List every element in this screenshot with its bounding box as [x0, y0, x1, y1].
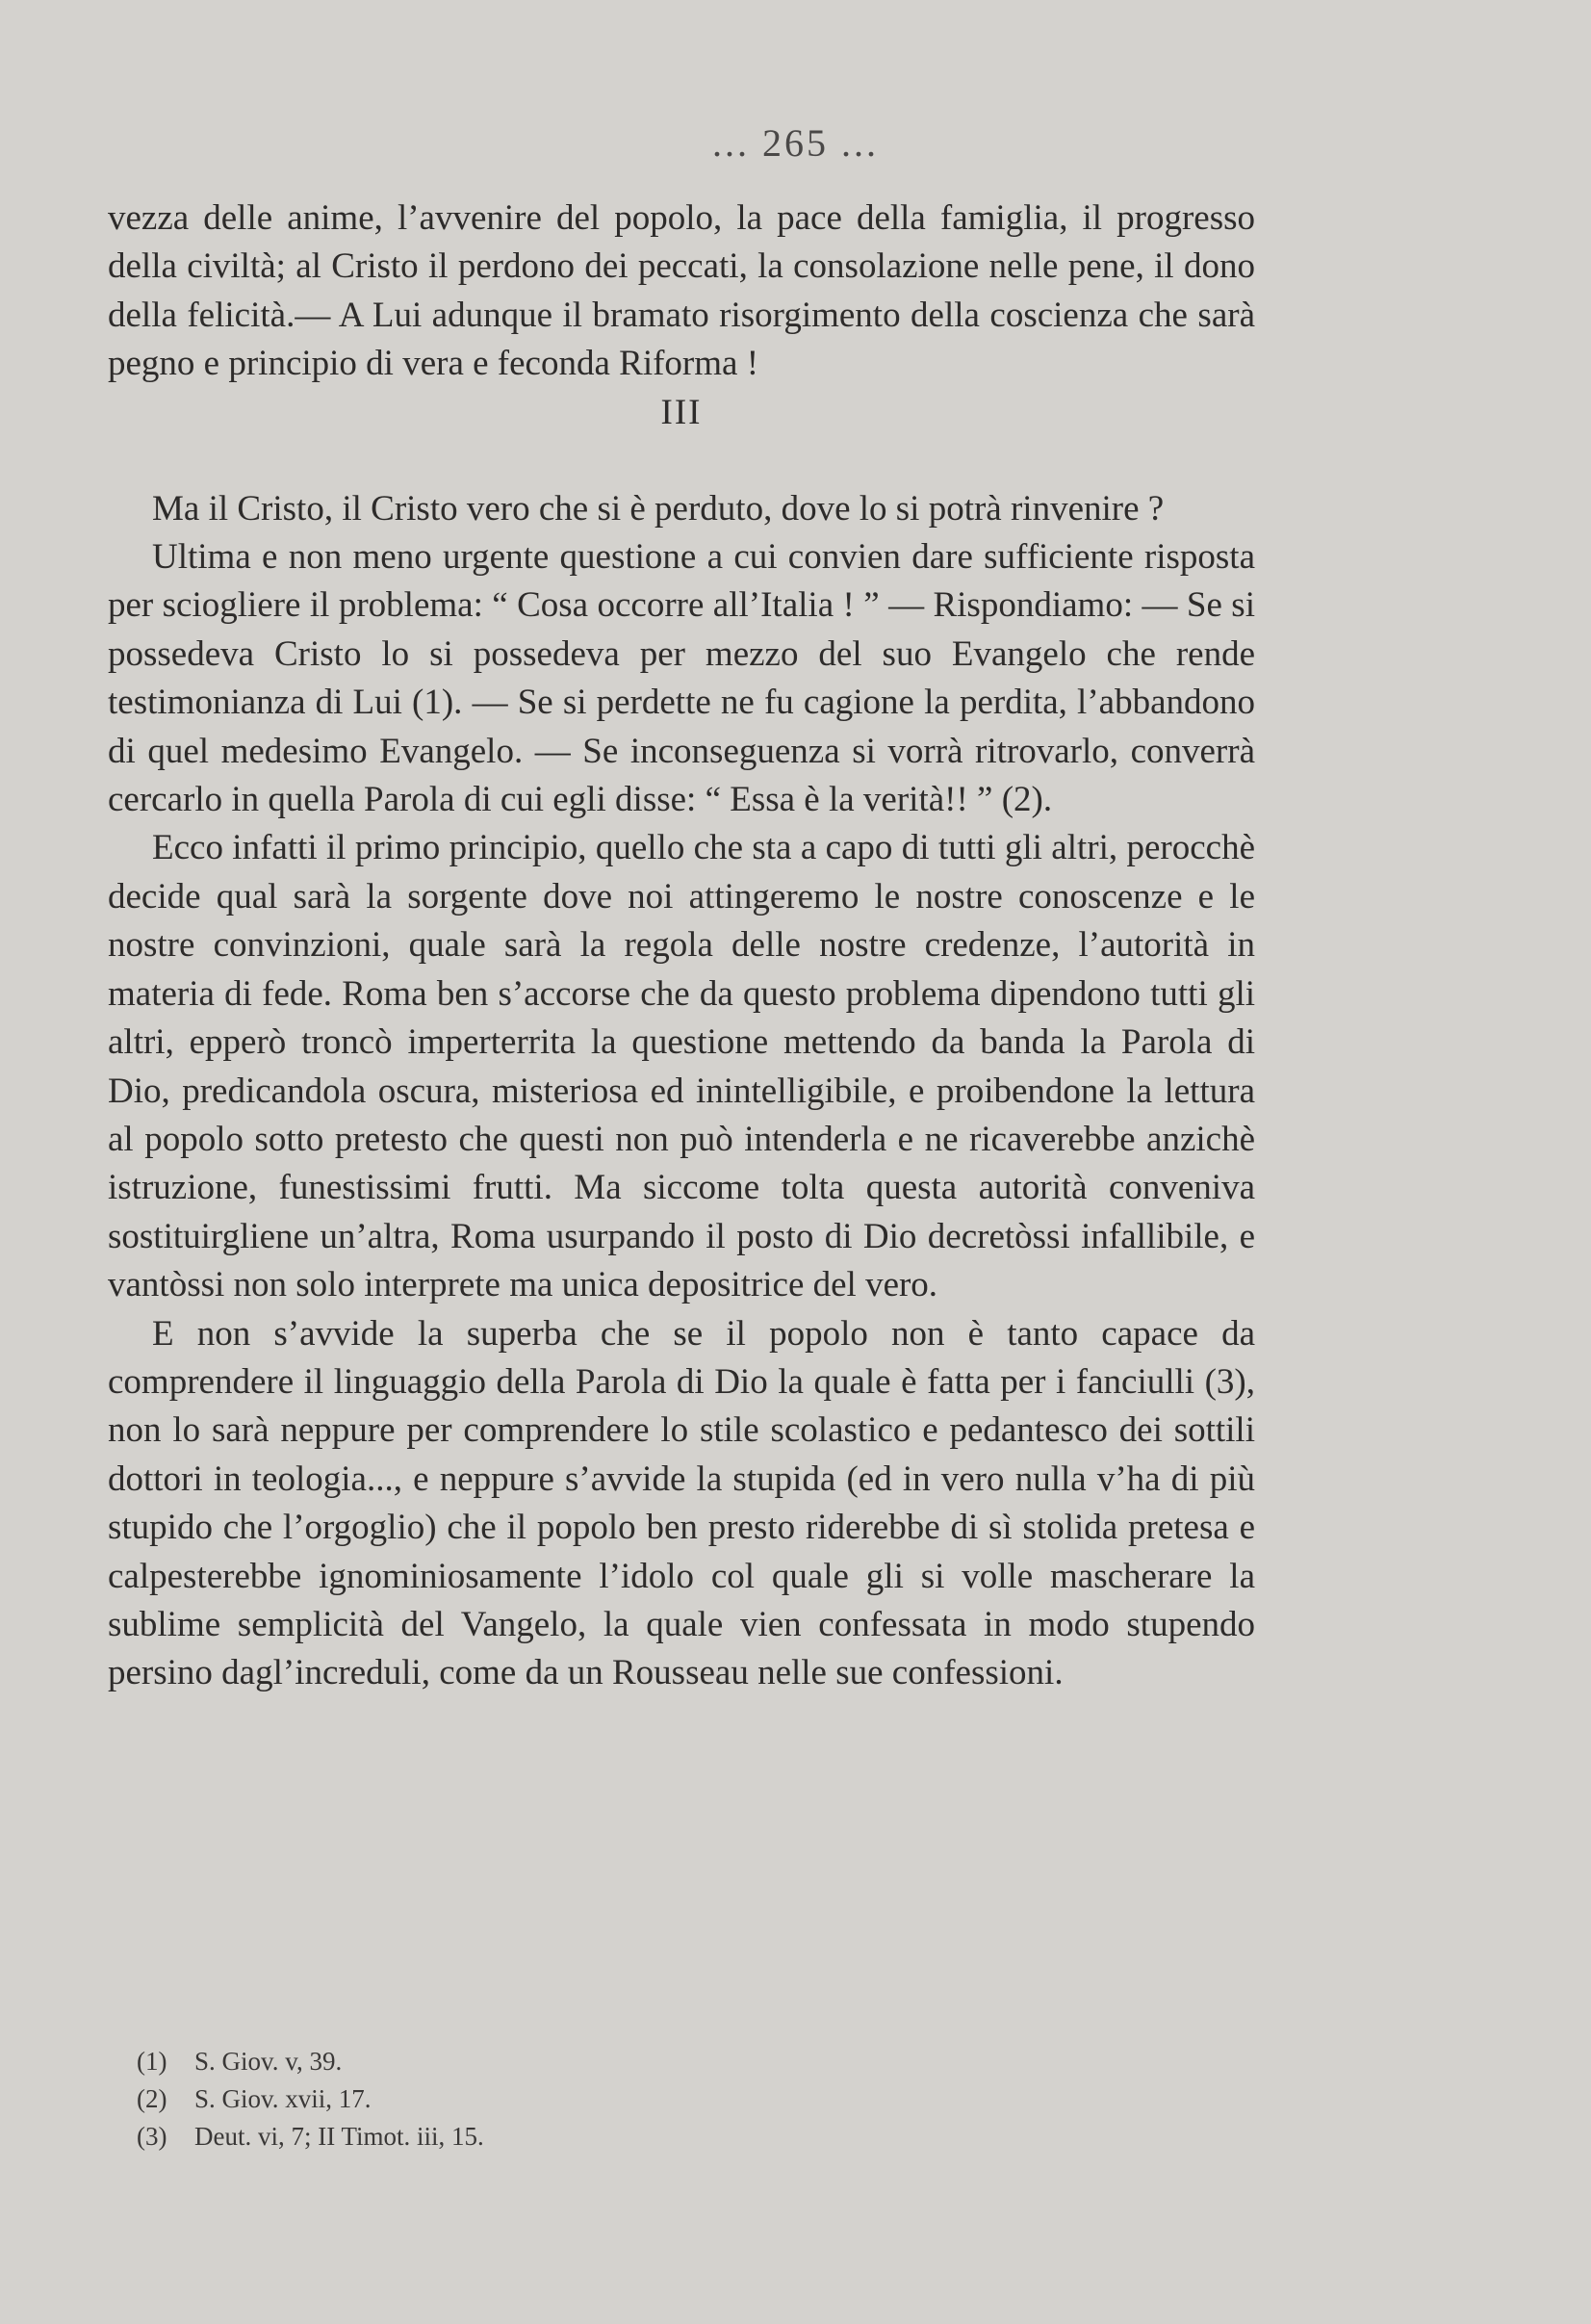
paragraph: Ultima e non meno urgente questione a cui convien dare sufficiente risposta per sciogliere il problema: “ Cosa occorre all’Italia ! ” — Rispondiamo: — Se si possedeva Cristo lo si possedeva per mezzo del suo Evangelo che rende testimonianza di Lui (1). — Se si perdette ne fu cagione la perdita, l’abbandono di quel medesimo Evangelo. — Se inconseguenza si vorrà ritrovarlo, converrà cercarlo in quella Parola di cui egli disse: “ Essa è la verità!! ” (2). — [108, 537, 1255, 820]
paragraph: Ma il Cristo, il Cristo vero che si è perduto, dove lo si potrà rinvenire ? — [152, 488, 1165, 529]
footnote — [137, 2080, 1195, 2118]
footnotes — [137, 2043, 1195, 2156]
paragraph-continuation: vezza delle anime, l’avvenire del popolo, la pace della famiglia, il progresso della civiltà; al Cristo il perdono dei peccati, la consolazione nelle pene, il dono della felicità.— A Lui adunque il bramato risorgimento della coscienza che sarà pegno e principio di vera e feconda Riforma ! — [108, 198, 1255, 384]
page-body — [108, 194, 1255, 1698]
section-heading: III — [660, 392, 703, 432]
footnote — [137, 2043, 1195, 2080]
paragraph: E non s’avvide la superba che se il popolo non è tanto capace da comprendere il linguaggio della Parola di Dio la quale è fatta per i fanciulli (3), non lo sarà neppure per comprendere lo stile scolastico e pedantesco dei sottili dottori in teologia..., e neppure s’avvide la stupida (ed in vero nulla v’ha di più stupido che l’orgoglio) che il popolo ben presto riderebbe di sì stolida pretesa e calpesterebbe ignominiosamente l’idolo col quale gli si volle mascherare la sublime semplicità del Vangelo, la quale vien confessata in modo stupendo persino dagl’increduli, come da un Rousseau nelle sue confessioni. — [108, 1313, 1255, 1693]
paragraph: Ecco infatti il primo principio, quello che sta a capo di tutti gli altri, perocchè decide qual sarà la sorgente dove noi attingeremo le nostre conoscenze e le nostre convinzioni, quale sarà la regola delle nostre credenze, l’autorità in materia di fede. Roma ben s’accorse che da questo problema dipendono tutti gli altri, epperò troncò imperterrita la questione mettendo da banda la Parola di Dio, predicandola oscura, misteriosa ed inintelligibile, e proibendone la lettura al popolo sotto pretesto che questi non può intenderla e ne ricaverebbe anzichè istruzione, funestissimi frutti. Ma siccome tolta questa autorità conveniva sostituirgliene un’altra, Roma usurpando il posto di Dio decretòssi infallibile, e vantòssi non solo interprete ma unica depositrice del vero. — [108, 828, 1255, 1305]
footnote-text: S. Giov. v, 39. — [194, 2047, 343, 2076]
footnote-number: (3) — [137, 2122, 167, 2151]
footnote-number: (1) — [137, 2047, 167, 2076]
footnote-number: (2) — [137, 2084, 167, 2113]
footnote-text: S. Giov. xvii, 17. — [194, 2084, 372, 2113]
page-number: ... 265 ... — [712, 121, 879, 165]
footnote-text: Deut. vi, 7; II Timot. iii, 15. — [194, 2122, 484, 2151]
footnote — [137, 2118, 1195, 2156]
